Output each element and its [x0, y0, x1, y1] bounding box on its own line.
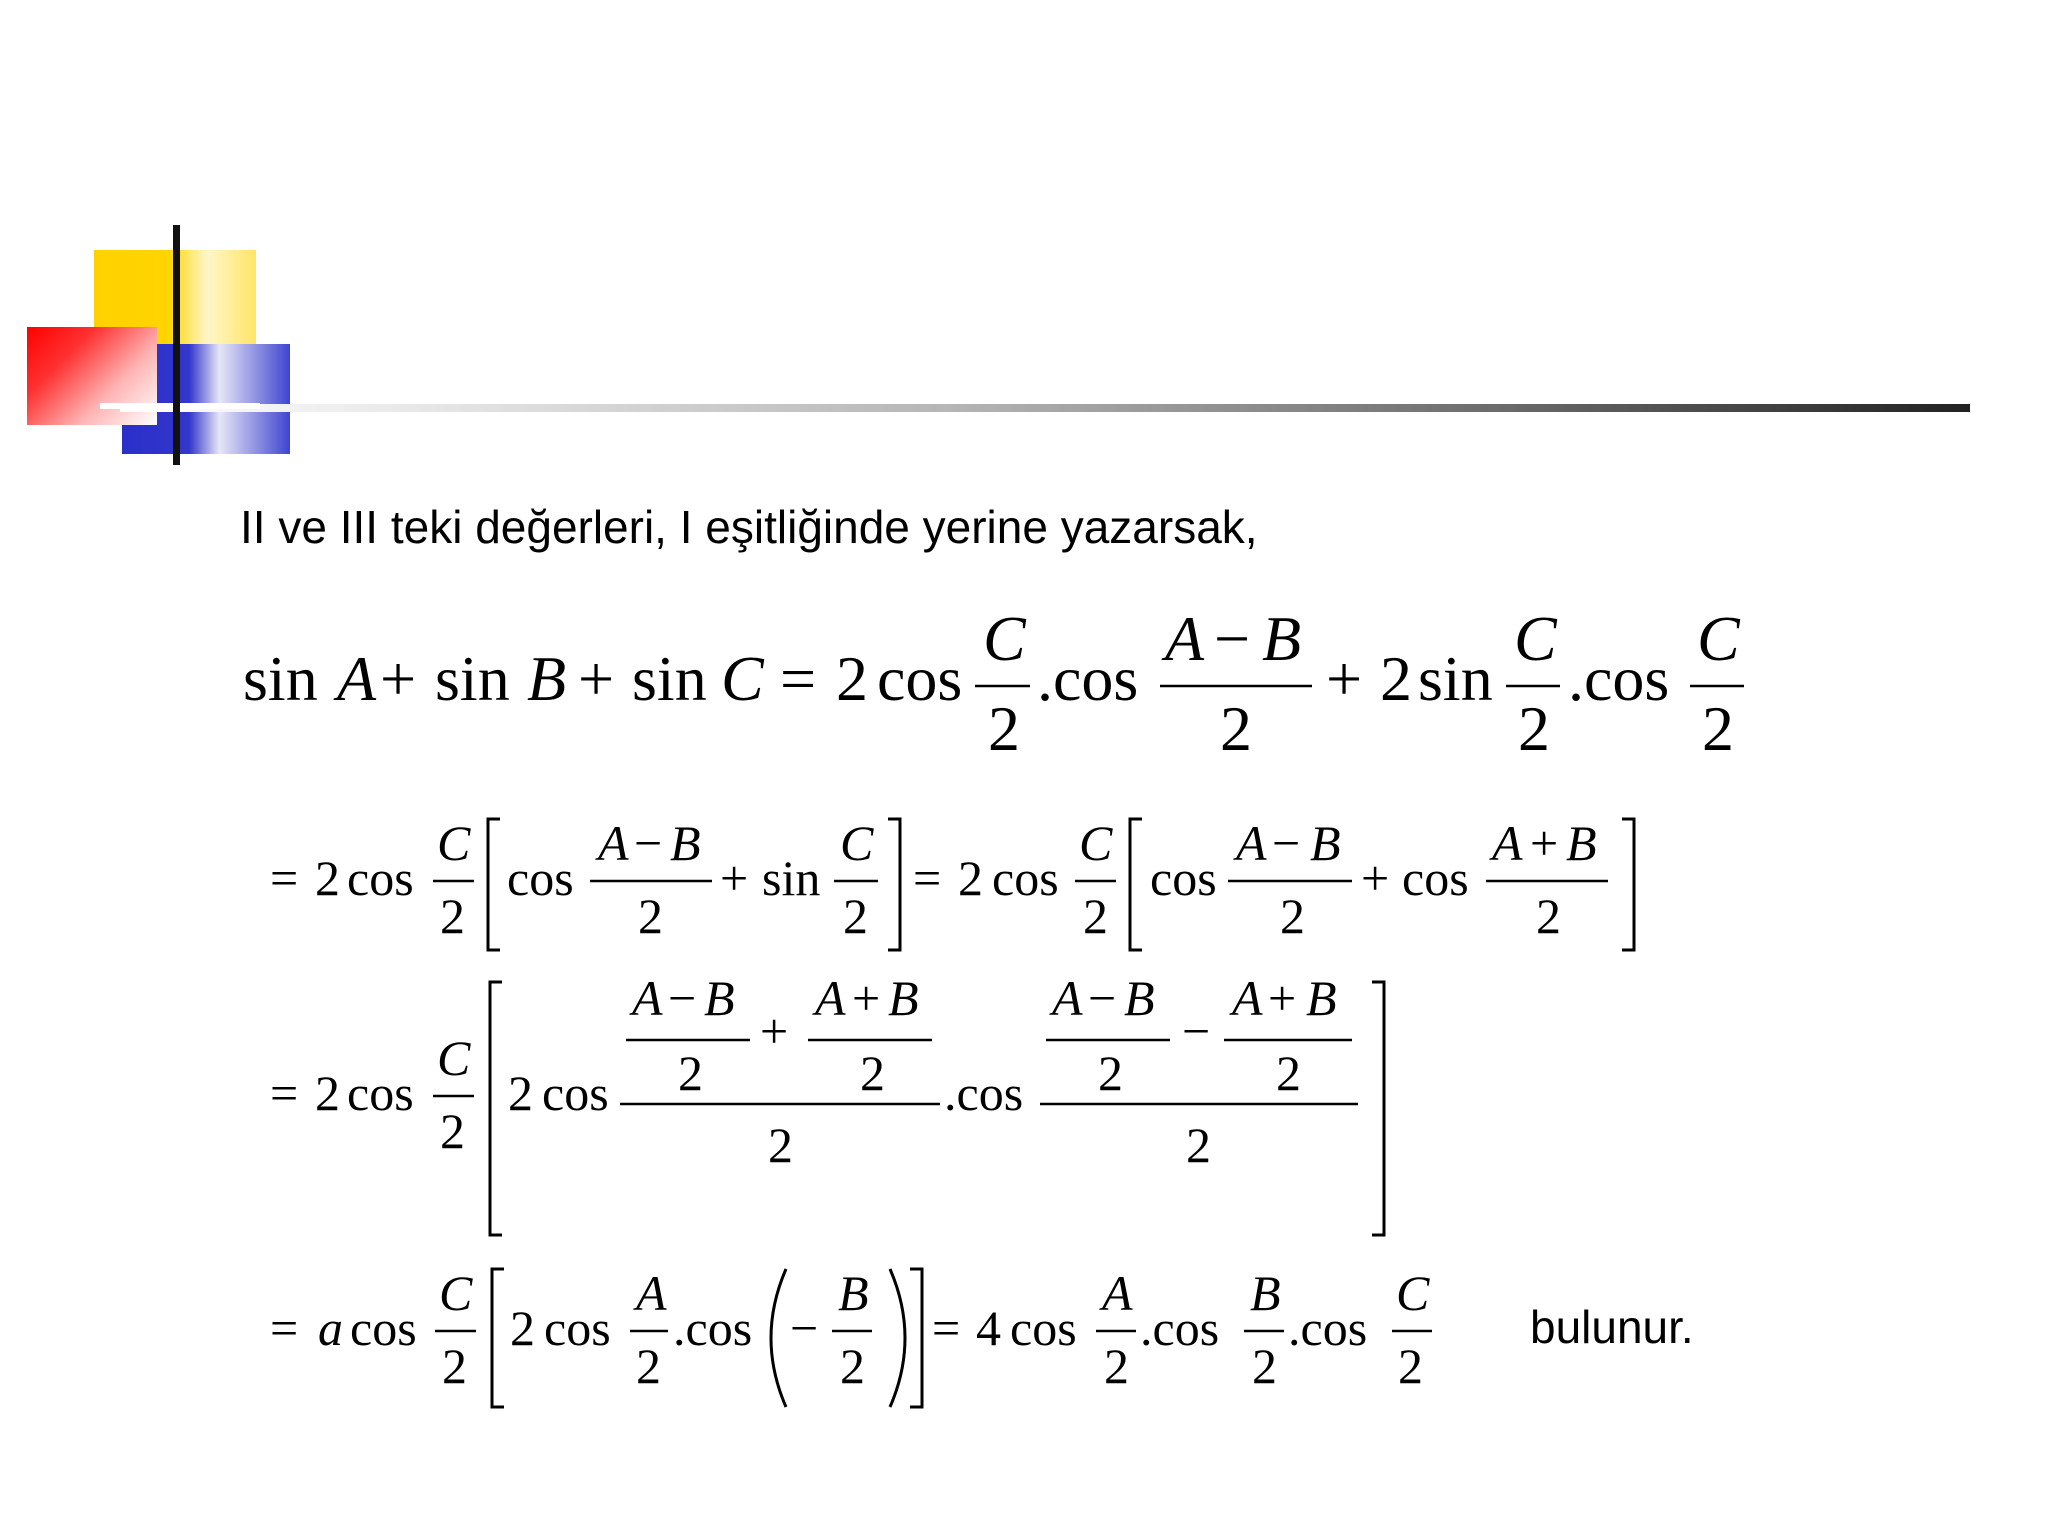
- svg-text:2: 2: [836, 643, 868, 714]
- equation-line-2: [0, 815, 2048, 965]
- svg-text:A: A: [598, 815, 629, 871]
- svg-text:−: −: [634, 815, 663, 871]
- svg-text:2: 2: [508, 1065, 533, 1121]
- svg-text:.cos: .cos: [1288, 1300, 1368, 1356]
- svg-text:2: 2: [958, 850, 983, 906]
- svg-text:−: −: [1088, 980, 1117, 1026]
- svg-text:C: C: [1396, 1265, 1430, 1321]
- equation-line-3: [0, 980, 2048, 1240]
- svg-text:A: A: [1052, 980, 1083, 1026]
- svg-text:+: +: [760, 1003, 789, 1059]
- svg-text:2: 2: [1186, 1117, 1211, 1173]
- svg-text:C: C: [721, 643, 764, 714]
- svg-text:2: 2: [1252, 1338, 1277, 1394]
- svg-text:cos: cos: [542, 1065, 609, 1121]
- svg-text:+: +: [1326, 643, 1363, 714]
- svg-text:.cos: .cos: [1568, 643, 1670, 714]
- svg-text:2: 2: [988, 693, 1020, 764]
- svg-text:2: 2: [1702, 693, 1734, 764]
- svg-text:cos: cos: [877, 643, 963, 714]
- svg-text:A: A: [815, 980, 846, 1026]
- svg-text:−: −: [1182, 1003, 1211, 1059]
- svg-text:sin: sin: [632, 643, 707, 714]
- svg-text:.cos: .cos: [944, 1065, 1024, 1121]
- svg-text:B: B: [1250, 1265, 1281, 1321]
- svg-text:2: 2: [843, 888, 868, 944]
- svg-text:sin: sin: [762, 850, 821, 906]
- vertical-bar-decoration: [173, 225, 180, 465]
- svg-text:2: 2: [1083, 888, 1108, 944]
- svg-text:2: 2: [315, 1065, 340, 1121]
- svg-text:.cos: .cos: [673, 1300, 753, 1356]
- svg-text:2: 2: [638, 888, 663, 944]
- svg-text:B: B: [838, 1265, 869, 1321]
- svg-text:4: 4: [976, 1300, 1001, 1356]
- svg-text:2: 2: [860, 1045, 885, 1101]
- svg-text:.cos: .cos: [1037, 643, 1139, 714]
- svg-text:cos: cos: [347, 1065, 414, 1121]
- svg-text:cos: cos: [507, 850, 574, 906]
- svg-text:C: C: [1697, 603, 1740, 674]
- svg-text:2: 2: [1280, 888, 1305, 944]
- svg-text:+: +: [720, 850, 749, 906]
- svg-text:=: =: [932, 1300, 961, 1356]
- svg-text:2: 2: [1536, 888, 1561, 944]
- svg-text:+: +: [1530, 815, 1559, 871]
- svg-text:=: =: [780, 643, 817, 714]
- svg-text:a: a: [318, 1300, 343, 1356]
- svg-text:B: B: [670, 815, 701, 871]
- title-divider-rule: [120, 404, 1970, 412]
- svg-text:sin: sin: [435, 643, 510, 714]
- svg-text:cos: cos: [1402, 850, 1469, 906]
- svg-text:A: A: [1165, 603, 1205, 674]
- svg-text:−: −: [790, 1300, 819, 1356]
- svg-text:2: 2: [440, 1103, 465, 1159]
- svg-text:sin: sin: [1418, 643, 1493, 714]
- svg-text:cos: cos: [350, 1300, 417, 1356]
- equation-line-4: [0, 1265, 2048, 1425]
- svg-text:2: 2: [1220, 693, 1252, 764]
- svg-text:B: B: [1310, 815, 1341, 871]
- svg-text:sin: sin: [243, 643, 318, 714]
- svg-text:C: C: [983, 603, 1026, 674]
- svg-text:A: A: [1492, 815, 1523, 871]
- svg-text:B: B: [1566, 815, 1597, 871]
- svg-text:+: +: [1361, 850, 1390, 906]
- svg-text:2: 2: [1398, 1338, 1423, 1394]
- svg-text:C: C: [437, 1030, 471, 1086]
- svg-text:C: C: [1514, 603, 1557, 674]
- svg-text:C: C: [1079, 815, 1113, 871]
- svg-text:−: −: [1214, 603, 1251, 674]
- svg-text:2: 2: [510, 1300, 535, 1356]
- svg-text:=: =: [270, 1065, 299, 1121]
- svg-text:2: 2: [768, 1117, 793, 1173]
- svg-text:B: B: [704, 980, 735, 1026]
- svg-text:C: C: [840, 815, 874, 871]
- svg-text:cos: cos: [992, 850, 1059, 906]
- svg-text:2: 2: [678, 1045, 703, 1101]
- svg-text:.cos: .cos: [1140, 1300, 1220, 1356]
- svg-text:2: 2: [1098, 1045, 1123, 1101]
- white-stripe-decoration: [100, 403, 260, 409]
- svg-text:=: =: [270, 850, 299, 906]
- svg-text:=: =: [270, 1300, 299, 1356]
- svg-text:−: −: [668, 980, 697, 1026]
- svg-text:B: B: [1306, 980, 1337, 1026]
- svg-text:+: +: [380, 643, 417, 714]
- svg-text:A: A: [337, 643, 377, 714]
- svg-text:C: C: [437, 815, 471, 871]
- svg-text:A: A: [1232, 980, 1263, 1026]
- svg-text:A: A: [1102, 1265, 1133, 1321]
- svg-text:B: B: [888, 980, 919, 1026]
- svg-text:2: 2: [636, 1338, 661, 1394]
- svg-text:B: B: [1124, 980, 1155, 1026]
- svg-text:2: 2: [442, 1338, 467, 1394]
- svg-text:B: B: [527, 643, 567, 714]
- svg-text:2: 2: [1104, 1338, 1129, 1394]
- svg-text:2: 2: [315, 850, 340, 906]
- svg-text:−: −: [1272, 815, 1301, 871]
- svg-text:cos: cos: [347, 850, 414, 906]
- svg-text:2: 2: [840, 1338, 865, 1394]
- equation-line-1: [0, 600, 2048, 780]
- svg-text:+: +: [852, 980, 881, 1026]
- conclusion-text: bulunur.: [1530, 1301, 1694, 1353]
- svg-text:2: 2: [440, 888, 465, 944]
- intro-text: II ve III teki değerleri, I eşitliğinde yerine yazarsak,: [240, 501, 1258, 553]
- svg-text:+: +: [1268, 980, 1297, 1026]
- svg-text:cos: cos: [1150, 850, 1217, 906]
- svg-text:2: 2: [1518, 693, 1550, 764]
- svg-text:cos: cos: [1010, 1300, 1077, 1356]
- svg-text:A: A: [636, 1265, 667, 1321]
- svg-text:2: 2: [1380, 643, 1412, 714]
- svg-text:A: A: [1236, 815, 1267, 871]
- svg-text:+: +: [578, 643, 615, 714]
- svg-text:cos: cos: [544, 1300, 611, 1356]
- svg-text:A: A: [632, 980, 663, 1026]
- svg-text:B: B: [1262, 603, 1302, 674]
- svg-text:C: C: [439, 1265, 473, 1321]
- svg-text:=: =: [913, 850, 942, 906]
- svg-text:2: 2: [1276, 1045, 1301, 1101]
